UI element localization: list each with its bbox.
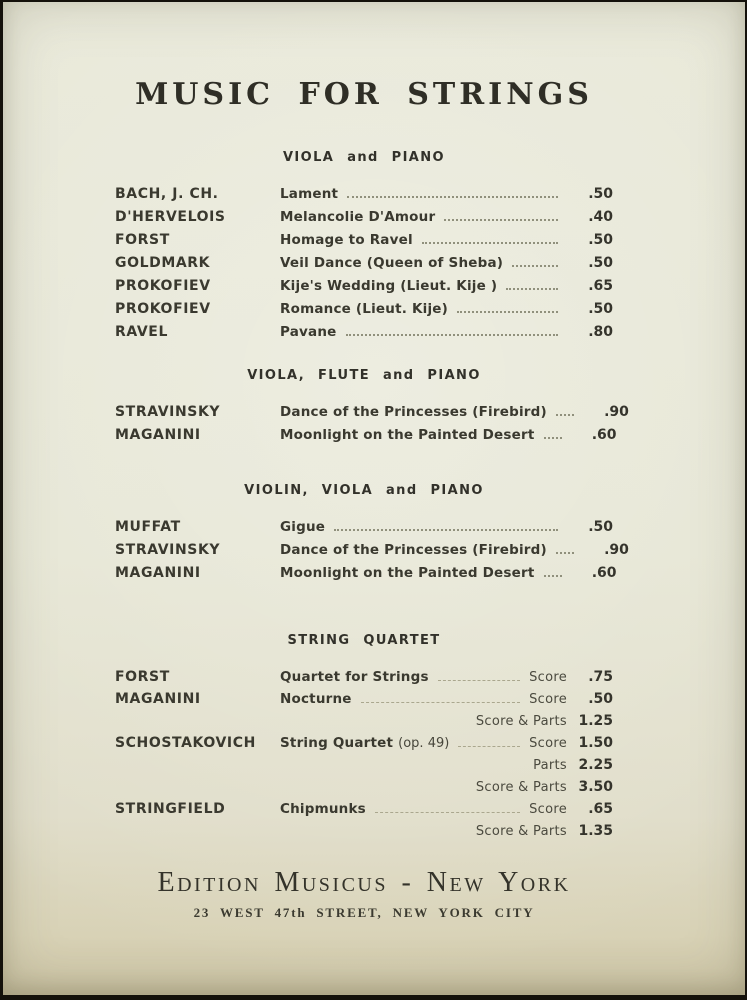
work-title: Melancolie D'Amour bbox=[280, 209, 436, 225]
price: 1.25 bbox=[578, 713, 613, 729]
price: 1.50 bbox=[578, 735, 613, 751]
price: 1.35 bbox=[578, 823, 613, 839]
composer-name: FORST bbox=[115, 669, 170, 685]
price: .80 bbox=[588, 324, 613, 340]
work-title: Dance of the Princesses (Firebird) bbox=[280, 542, 547, 558]
catalog-row bbox=[115, 298, 613, 321]
format-label: Score bbox=[529, 802, 567, 817]
dotted-leader bbox=[457, 311, 558, 313]
catalog-row bbox=[115, 539, 629, 562]
section-heading: STRING QUARTET bbox=[287, 633, 441, 648]
composer-name: STRAVINSKY bbox=[115, 542, 221, 558]
section-rows bbox=[115, 516, 629, 585]
price: .65 bbox=[588, 801, 613, 817]
price: .50 bbox=[588, 255, 613, 271]
work-title-note: (op. 49) bbox=[398, 736, 450, 751]
composer-name: MAGANINI bbox=[115, 427, 201, 443]
catalog-row bbox=[115, 562, 617, 585]
catalog-row bbox=[115, 275, 613, 298]
work-title: Chipmunks bbox=[280, 801, 366, 817]
work-title: Gigue bbox=[280, 519, 326, 535]
dotted-leader bbox=[512, 265, 558, 267]
page-title: MUSIC FOR STRINGS bbox=[135, 77, 593, 112]
catalog-row bbox=[115, 516, 613, 539]
price: .75 bbox=[588, 669, 613, 685]
price: .50 bbox=[588, 691, 613, 707]
dotted-leader bbox=[334, 529, 558, 531]
work-title: Lament bbox=[280, 186, 339, 202]
section-rows bbox=[115, 401, 629, 447]
catalog-row bbox=[115, 206, 613, 229]
price: .50 bbox=[588, 232, 613, 248]
work-title: Homage to Ravel bbox=[280, 232, 413, 248]
catalog-row-continuation bbox=[115, 820, 613, 842]
dotted-leader bbox=[346, 334, 558, 336]
format-label: Score bbox=[529, 670, 567, 685]
dotted-leader bbox=[444, 219, 558, 221]
composer-name: PROKOFIEV bbox=[115, 278, 211, 294]
composer-name: STRINGFIELD bbox=[115, 801, 226, 817]
format-label: Parts bbox=[533, 758, 567, 773]
work-title: Nocturne bbox=[280, 691, 352, 707]
dotted-leader bbox=[544, 575, 562, 577]
work-title: String Quartet bbox=[280, 735, 394, 751]
price: .60 bbox=[591, 427, 617, 443]
composer-name: STRAVINSKY bbox=[115, 404, 221, 420]
work-title: Pavane bbox=[280, 324, 337, 340]
work-title: Moonlight on the Painted Desert bbox=[280, 427, 535, 443]
composer-name: MUFFAT bbox=[115, 519, 181, 535]
section-string-quartet bbox=[115, 633, 613, 842]
section-viola-flute-piano bbox=[115, 368, 629, 447]
section-violin-viola-piano bbox=[115, 483, 629, 585]
page-content bbox=[3, 78, 745, 920]
catalog-row bbox=[115, 732, 613, 754]
dotted-leader bbox=[556, 414, 574, 416]
price: 3.50 bbox=[578, 779, 613, 795]
dashed-leader bbox=[361, 702, 520, 703]
dotted-leader bbox=[556, 552, 574, 554]
format-label: Score & Parts bbox=[475, 780, 567, 795]
format-label: Score & Parts bbox=[475, 824, 567, 839]
dotted-leader bbox=[422, 242, 558, 244]
composer-name: RAVEL bbox=[115, 324, 168, 340]
price: .40 bbox=[588, 209, 613, 225]
dashed-leader bbox=[438, 680, 520, 681]
catalog-row bbox=[115, 688, 613, 710]
composer-name: BACH, J. CH. bbox=[115, 186, 219, 202]
work-title: Dance of the Princesses (Firebird) bbox=[280, 404, 547, 420]
composer-name: SCHOSTAKOVICH bbox=[115, 735, 256, 751]
catalog-row bbox=[115, 321, 613, 344]
dotted-leader bbox=[506, 288, 558, 290]
catalog-row bbox=[115, 798, 613, 820]
catalog-row bbox=[115, 401, 629, 424]
work-title: Kije's Wedding (Lieut. Kije ) bbox=[280, 278, 498, 294]
composer-name: MAGANINI bbox=[115, 565, 201, 581]
dotted-leader bbox=[544, 437, 562, 439]
publisher-address: 23 WEST 47th STREET, NEW YORK CITY bbox=[193, 905, 535, 920]
section-rows bbox=[115, 666, 613, 842]
section-heading: VIOLA, FLUTE and PIANO bbox=[247, 368, 481, 383]
composer-name: GOLDMARK bbox=[115, 255, 211, 271]
section-heading: VIOLIN, VIOLA and PIANO bbox=[244, 483, 484, 498]
price: .90 bbox=[604, 542, 629, 558]
price: .50 bbox=[588, 519, 613, 535]
catalog-row bbox=[115, 252, 613, 275]
composer-name: D'HERVELOIS bbox=[115, 209, 226, 225]
price: 2.25 bbox=[578, 757, 613, 773]
catalog-page bbox=[3, 2, 745, 995]
catalog-row bbox=[115, 424, 617, 447]
catalog-row bbox=[115, 666, 613, 688]
publisher-name: Edition Musicus - New York bbox=[157, 867, 571, 898]
catalog-row-continuation bbox=[115, 776, 613, 798]
price: .60 bbox=[591, 565, 617, 581]
dashed-leader bbox=[458, 746, 520, 747]
catalog-row-continuation bbox=[115, 754, 613, 776]
catalog-row-continuation bbox=[115, 710, 613, 732]
dotted-leader bbox=[347, 196, 558, 198]
catalog-row bbox=[115, 229, 613, 252]
price: .50 bbox=[588, 301, 613, 317]
price: .90 bbox=[604, 404, 629, 420]
composer-name: PROKOFIEV bbox=[115, 301, 211, 317]
price: .50 bbox=[588, 186, 613, 202]
work-title: Moonlight on the Painted Desert bbox=[280, 565, 535, 581]
format-label: Score & Parts bbox=[475, 714, 567, 729]
format-label: Score bbox=[529, 692, 567, 707]
work-title: Veil Dance (Queen of Sheba) bbox=[280, 255, 504, 271]
section-viola-piano bbox=[115, 150, 613, 344]
work-title: Quartet for Strings bbox=[280, 669, 429, 685]
catalog-row bbox=[115, 183, 613, 206]
format-label: Score bbox=[529, 736, 567, 751]
section-rows bbox=[115, 183, 613, 344]
section-heading: VIOLA and PIANO bbox=[282, 150, 446, 165]
work-title: Romance (Lieut. Kije) bbox=[280, 301, 449, 317]
composer-name: MAGANINI bbox=[115, 691, 201, 707]
composer-name: FORST bbox=[115, 232, 170, 248]
publisher-footer bbox=[115, 868, 613, 920]
dashed-leader bbox=[375, 812, 520, 813]
price: .65 bbox=[588, 278, 613, 294]
